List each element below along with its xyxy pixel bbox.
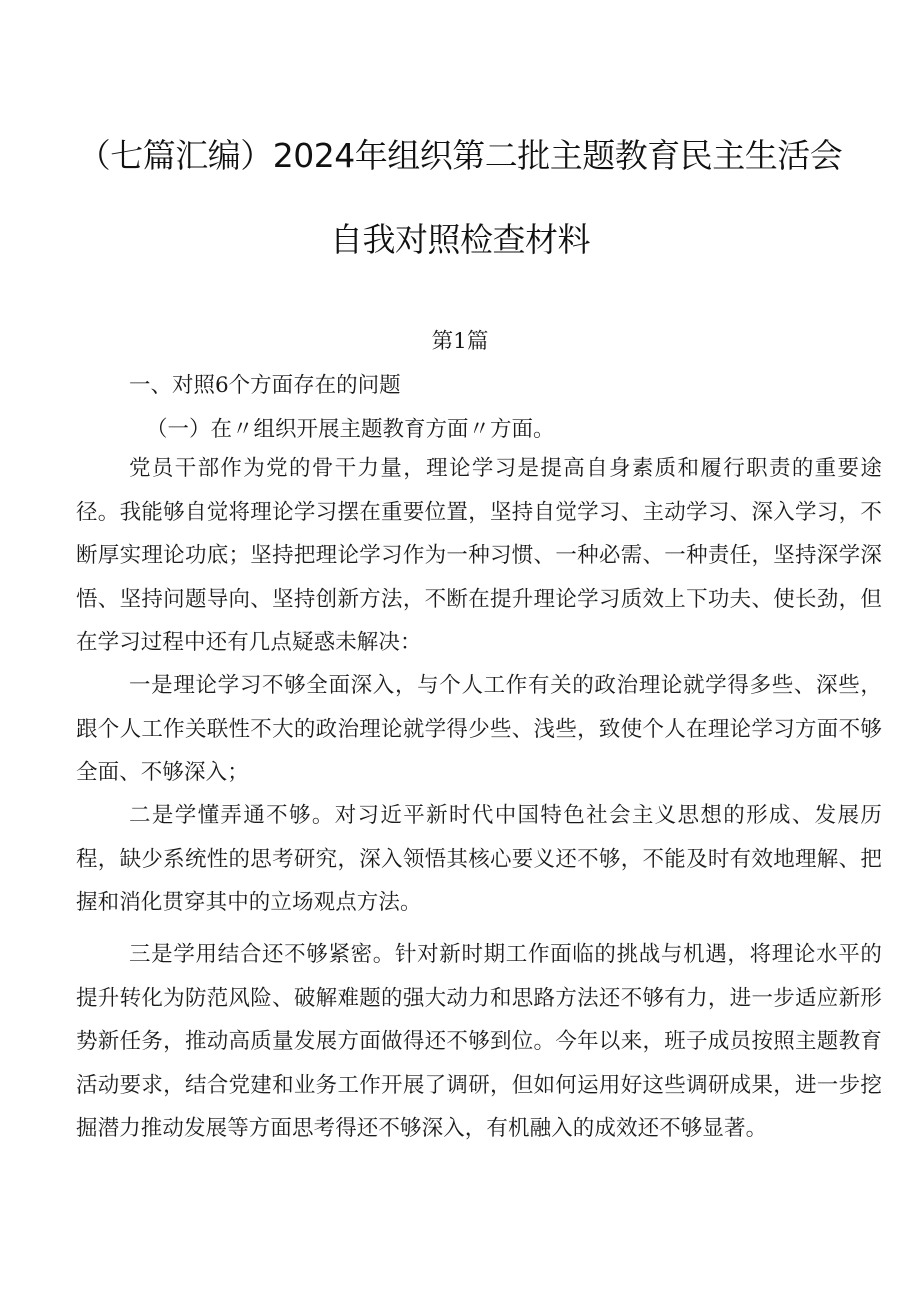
body-paragraph: 三是学用结合还不够紧密。针对新时期工作面临的挑战与机遇，将理论水平的提升转化为防范风险、破解难题的强大动力和思路方法还不够有力，进一步适应新形势新任务，推动高质量发展方面做得还不够到位。今年以来，班子成员按照主题教育活动要求，结合党建和业务工作开展了调研，但如何运用好这些调研成果，进一步挖掘潜力推动发展等方面思考得还不够深入，有机融入的成效还不够显著。 bbox=[76, 942, 882, 1141]
body-paragraph: 一是理论学习不够全面深入，与个人工作有关的政治理论就学得多些、深些，跟个人工作关联性不大的政治理论就学得少些、浅些，致使个人在理论学习方面不够全面、不够深入； bbox=[76, 673, 882, 785]
subsection-heading: （一）在〃组织开展主题教育方面〃方面。 bbox=[146, 417, 555, 442]
document-title-line-1: （七篇汇编）2024年组织第二批主题教育民主生活会 bbox=[77, 136, 843, 175]
body-paragraph: 二是学懂弄通不够。对习近平新时代中国特色社会主义思想的形成、发展历程，缺少系统性的思考研究，深入领悟其核心要义还不够，不能及时有效地理解、把握和消化贯穿其中的立场观点方法。 bbox=[76, 803, 882, 915]
chapter-heading: 第1篇 bbox=[431, 329, 489, 354]
body-paragraph: 党员干部作为党的骨干力量，理论学习是提高自身素质和履行职责的重要途径。我能够自觉将理论学习摆在重要位置，坚持自觉学习、主动学习、深入学习，不断厚实理论功底；坚持把理论学习作为一种习惯、一种必需、一种责任，坚持深学深悟、坚持问题导向、坚持创新方法，不断在提升理论学习质效上下功夫、使长劲，但在学习过程中还有几点疑惑未解决： bbox=[76, 456, 882, 655]
section-heading: 一、对照6个方面存在的问题 bbox=[129, 373, 401, 398]
document-title-line-2: 自我对照检查材料 bbox=[330, 220, 590, 259]
